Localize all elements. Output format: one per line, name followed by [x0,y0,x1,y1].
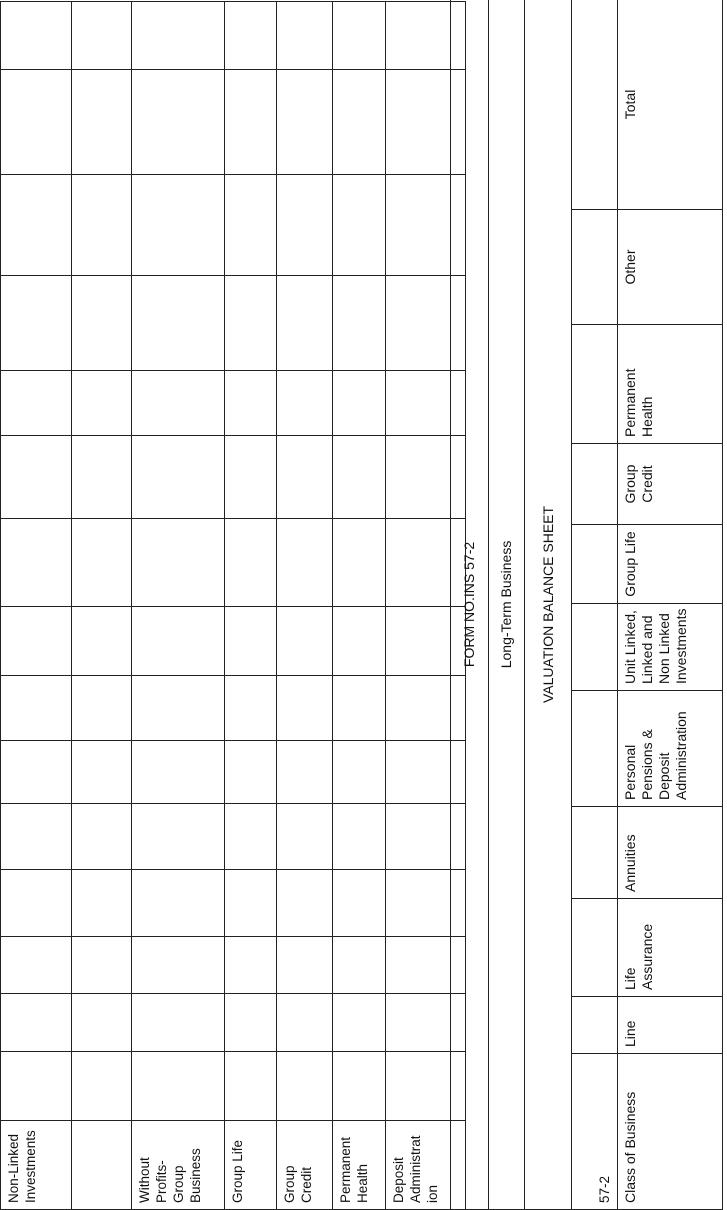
sheet-title: VALUATION BALANCE SHEET [525,0,572,1210]
row-label: Deposit Administrat ion [386,1120,466,1209]
column-header-row [618,0,723,1210]
col-life-assurance: Life Assurance [618,899,723,997]
sheet-title-row [525,0,572,1210]
row-label [72,1120,132,1209]
valuation-rows-table [0,1,466,1210]
table-row [1,2,72,1210]
form-header-table [450,0,723,1210]
form-number-row [451,0,489,1210]
table-row [225,2,277,1210]
table-row [72,2,132,1210]
row-label: Permanent Health [333,1120,386,1209]
table-row [132,2,225,1210]
col-line: Line [618,997,723,1054]
col-other: Other [618,210,723,325]
business-type: Long-Term Business [489,0,525,1210]
form-number: FORM NO.INS 57-2 [451,0,489,1210]
col-permanent-health: Permanent Health [618,325,723,444]
business-row [489,0,525,1210]
row-label: Without Profits- Group Business [132,1120,225,1209]
col-group-life: Group Life [618,525,723,604]
col-personal-pensions: Personal Pensions & Deposit Administration [618,691,723,807]
col-total: Total [618,0,723,210]
col-class-of-business: Class of Business [618,1054,723,1210]
row-label: Non-Linked Investments [1,1120,72,1209]
row-label: Group Credit [277,1120,333,1209]
table-row [333,2,386,1210]
table-row [277,2,333,1210]
col-annuities: Annuities [618,807,723,899]
row-label: Group Life [225,1120,277,1209]
form-code: 57-2 [572,1054,618,1210]
form-code-row [572,0,618,1210]
col-unit-linked: Unit Linked, Linked and Non Linked Investments [618,604,723,691]
col-group-credit: Group Credit [618,444,723,525]
